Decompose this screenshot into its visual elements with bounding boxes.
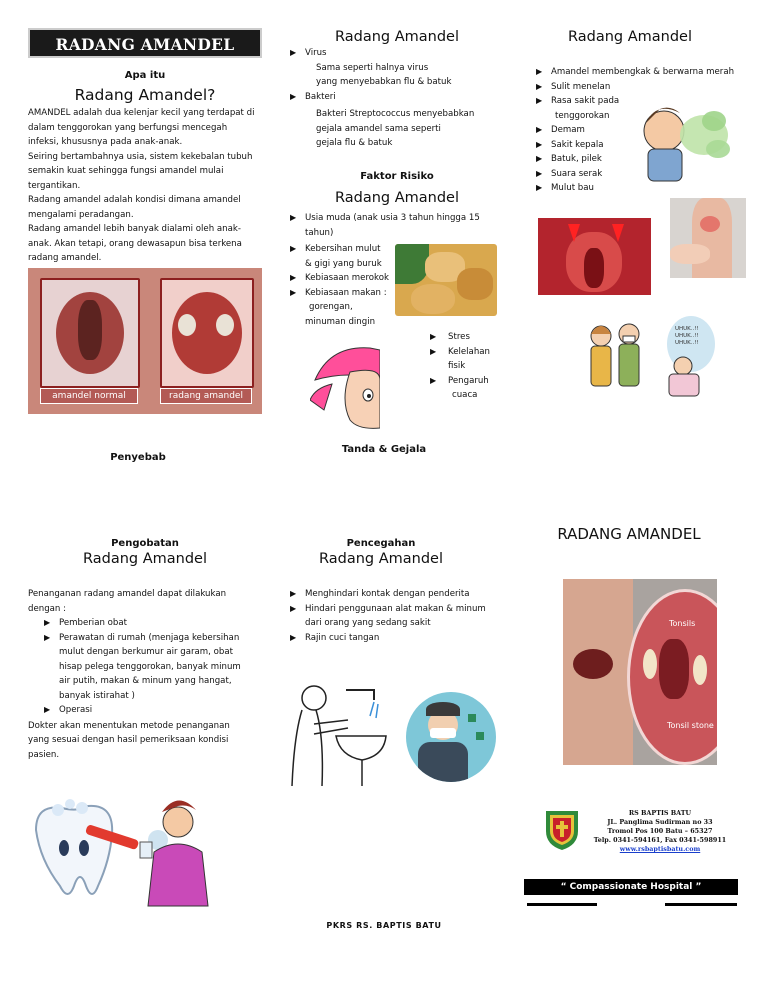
fried-food-image bbox=[395, 244, 497, 316]
arrow-icon bbox=[612, 224, 624, 242]
divider-line bbox=[527, 903, 597, 906]
cause-bacteria: ▶ Bakteri bbox=[290, 90, 520, 105]
panel2-heading-2: Radang Amandel bbox=[334, 190, 459, 206]
panel5-heading: Radang Amandel bbox=[318, 551, 443, 567]
oral-hygiene-illustration bbox=[28, 790, 268, 916]
masked-person-illustration bbox=[406, 692, 496, 782]
back-title: RADANG AMANDEL bbox=[557, 525, 701, 543]
symptom-item: ▶ Rasa sakit pada tenggorokan bbox=[536, 94, 746, 123]
sore-neck-photo bbox=[670, 198, 746, 278]
coughing-family-illustration bbox=[585, 312, 715, 400]
intro-text bbox=[28, 106, 260, 266]
causes-list: ▶ Virus Sama seperti halnya virus yang menyebabkan flu & batuk ▶ Bakteri Bakteri Streptococcus menyebabkan gejala amandel sama seperti gejala flu & batuk bbox=[290, 46, 520, 151]
throat-photo bbox=[538, 218, 651, 295]
boy-illustration bbox=[310, 340, 380, 430]
paragraph: AMANDEL adalah dua kelenjar kecil yang terdapat di dalam tenggorokan yang berfungsi mencegah infeksi, khususnya pada anak-anak. bbox=[28, 108, 255, 147]
treatment-text: Penanganan radang amandel dapat dilakukan dengan : ▶ Pemberian obat ▶ Perawatan di rumah (menjaga kebersihan mulut dengan berkumur air garam, obat hisap pelega tenggorokan, banyak minum air putih, makan & minum yang hangat, banyak istirahat ) ▶ Operasi Dokter akan menentukan metode penanganan yang sesuai dengan hasil pemeriksaan kondisi pasien. bbox=[28, 587, 262, 762]
website-link[interactable]: www.rsbaptisbatu.com bbox=[619, 845, 701, 853]
apa-itu-label: Apa itu bbox=[124, 70, 166, 81]
pengobatan-label: Pengobatan bbox=[111, 538, 179, 549]
treatment-item: ▶ Operasi bbox=[44, 703, 262, 718]
panel4-heading: Radang Amandel bbox=[82, 551, 207, 567]
symptom-item: ▶ Suara serak bbox=[536, 167, 746, 182]
treatment-item: ▶ Perawatan di rumah (menjaga kebersihan mulut dengan berkumur air garam, obat hisap pelega tenggorokan, banyak minum air putih, makan & minum yang hangat, banyak istirahat ) bbox=[44, 631, 262, 704]
pencegahan-label: Pencegahan bbox=[346, 538, 416, 549]
inflamed-tonsil-image bbox=[160, 278, 254, 388]
prevention-list bbox=[290, 587, 500, 645]
paragraph: Radang amandel adalah kondisi dimana amandel mengalami peradangan. bbox=[28, 195, 241, 220]
risk-item: ▶ Usia muda (anak usia 3 tahun hingga 15 tahun) bbox=[290, 211, 490, 240]
banner-title: RADANG AMANDEL bbox=[28, 28, 262, 58]
footer-credit: PKRS RS. BAPTIS BATU bbox=[326, 921, 442, 930]
risk-factor-list-2 bbox=[430, 330, 510, 403]
risk-item: ▶ Pengaruh cuaca bbox=[430, 374, 510, 403]
tonsil-comparison-photo bbox=[28, 268, 262, 414]
tonsil-stone-label: Tonsil stone bbox=[667, 721, 714, 730]
treatment-item: ▶ Pemberian obat bbox=[44, 616, 262, 631]
panel3-heading: Radang Amandel bbox=[567, 29, 692, 45]
handwashing-illustration bbox=[278, 676, 390, 788]
label-normal: amandel normal bbox=[40, 388, 138, 404]
faktor-risiko-label: Faktor Risiko bbox=[360, 171, 434, 182]
label-inflamed: radang amandel bbox=[160, 388, 252, 404]
risk-item: ▶ Kebersihan mulut & gigi yang buruk bbox=[290, 242, 490, 271]
bad-breath-illustration bbox=[640, 95, 732, 183]
arrow-icon bbox=[568, 224, 580, 242]
section-heading: Radang Amandel? bbox=[74, 86, 216, 104]
prevention-item: ▶ Rajin cuci tangan bbox=[290, 631, 500, 646]
symptom-item: ▶ Mulut bau bbox=[536, 181, 746, 196]
cough-bubble: UHUK..!! UHUK..!! UHUK..!! bbox=[675, 326, 699, 346]
risk-item: ▶ Stres bbox=[430, 330, 510, 345]
prevention-item: ▶ Menghindari kontak dengan penderita bbox=[290, 587, 500, 602]
cause-virus: ▶ Virus bbox=[290, 46, 520, 61]
slogan-bar: “ Compassionate Hospital ” bbox=[524, 879, 738, 895]
panel-what-is bbox=[28, 28, 262, 58]
risk-item: ▶ Kebiasaan merokok bbox=[290, 271, 490, 286]
symptom-item: ▶ Sulit menelan bbox=[536, 80, 746, 95]
symptom-item: ▶ Demam bbox=[536, 123, 746, 138]
risk-item: ▶ Kelelahan fisik bbox=[430, 345, 510, 374]
paragraph: Radang amandel lebih banyak dialami oleh anak-anak. Akan tetapi, orang dewasapun bisa terkena radang amandel. bbox=[28, 224, 242, 263]
tanda-gejala-label: Tanda & Gejala bbox=[341, 444, 427, 455]
hospital-contact: RS BAPTIS BATU JL. Panglima Sudirman no 33 Tromol Pos 100 Batu – 65327 Telp. 0341-594161, Fax 0341-598911 www.rsbaptisbatu.com bbox=[590, 809, 730, 854]
prevention-item: ▶ Hindari penggunaan alat makan & minum dari orang yang sedang sakit bbox=[290, 602, 500, 631]
tonsils-label: Tonsils bbox=[669, 619, 696, 628]
hospital-logo bbox=[545, 809, 579, 851]
penyebab-label: Penyebab bbox=[110, 452, 166, 463]
normal-tonsil-image bbox=[40, 278, 140, 388]
divider-line bbox=[665, 903, 737, 906]
symptom-item: ▶ Amandel membengkak & berwarna merah bbox=[536, 65, 746, 80]
symptom-item: ▶ Sakit kepala bbox=[536, 138, 746, 153]
risk-item: ▶ Kebiasaan makan : gorengan, minuman dingin bbox=[290, 286, 490, 330]
paragraph: Seiring bertambahnya usia, sistem kekebalan tubuh semakin kuat sehingga fungsi amandel mulai tergantikan. bbox=[28, 151, 253, 191]
tonsils-photo bbox=[563, 579, 717, 765]
panel2-heading: Radang Amandel bbox=[334, 29, 459, 45]
symptom-item: ▶ Batuk, pilek bbox=[536, 152, 746, 167]
hospital-name: RS BAPTIS BATU bbox=[628, 809, 692, 817]
